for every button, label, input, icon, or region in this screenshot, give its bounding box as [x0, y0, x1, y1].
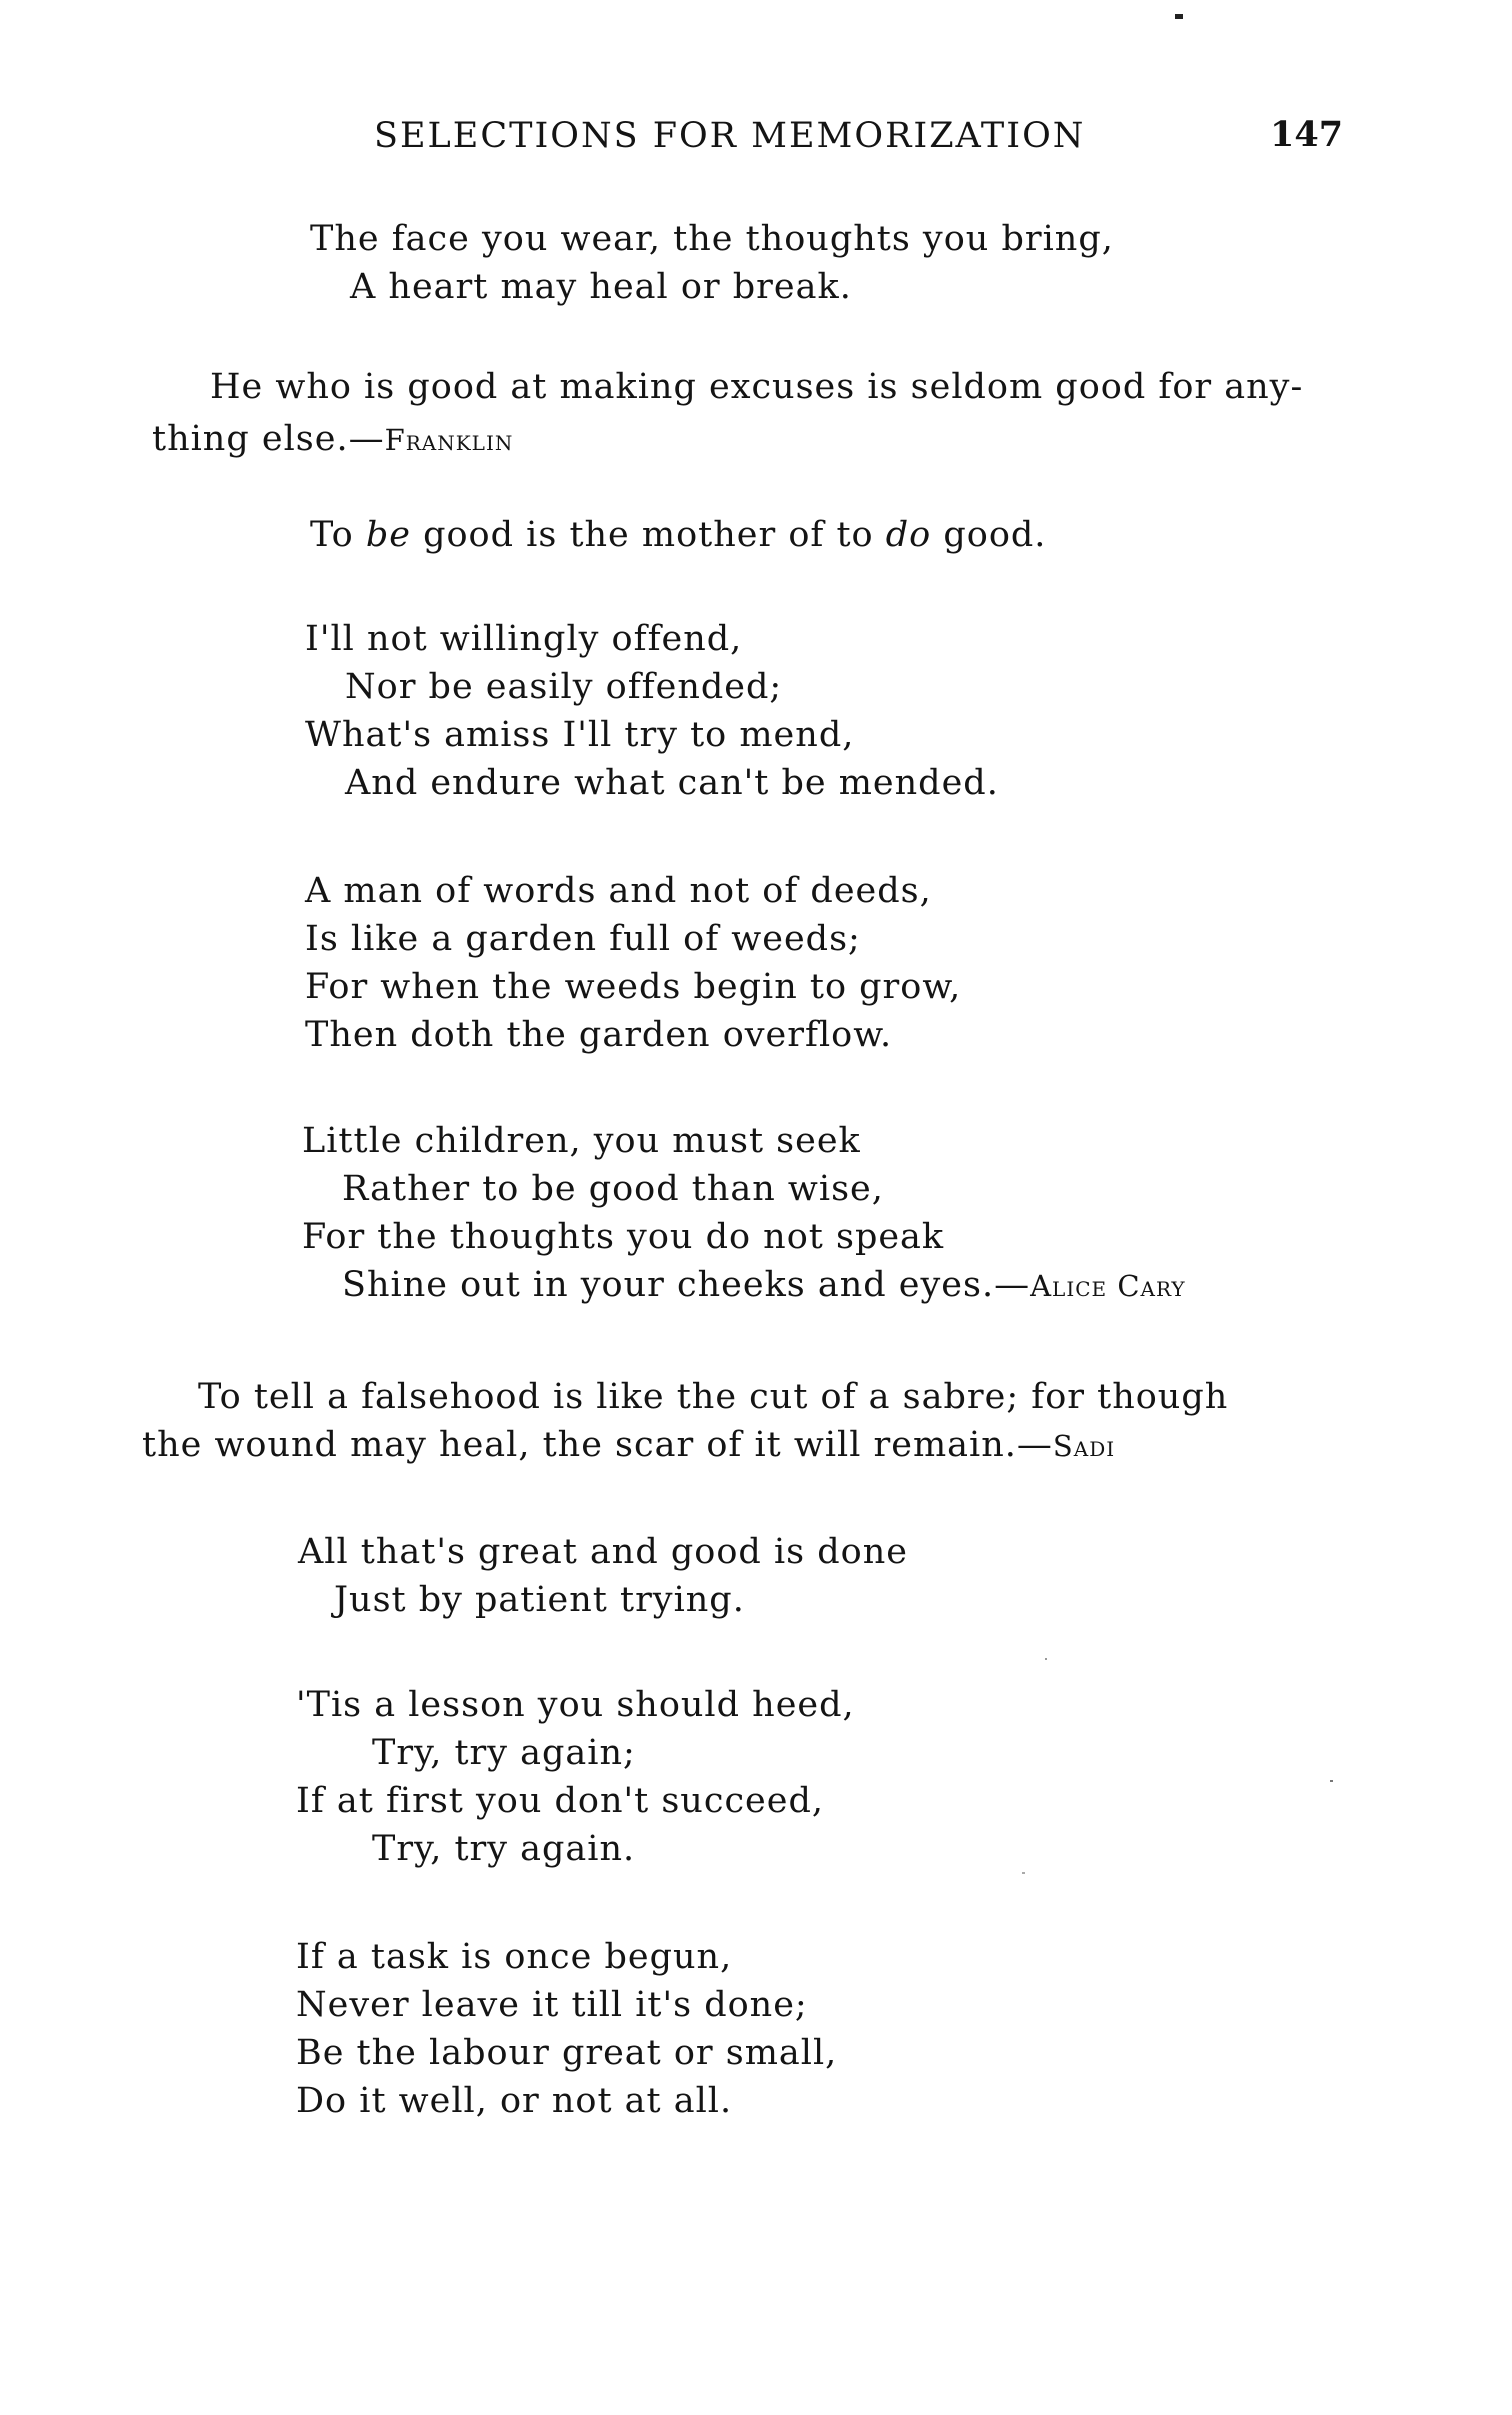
verse-line: The face you wear, the thoughts you bring,	[310, 219, 1114, 259]
prose-text: thing else.—	[152, 419, 385, 459]
verse-line: Do it well, or not at all.	[296, 2081, 733, 2121]
verse-line: If a task is once begun,	[296, 1937, 733, 1977]
verse-line: For the thoughts you do not speak	[302, 1217, 945, 1257]
verse-line: Try, try again.	[372, 1829, 636, 1869]
verse-line: Try, try again;	[372, 1733, 636, 1773]
prose-line: He who is good at making excuses is seldom good for any-	[210, 367, 1304, 407]
running-head: SELECTIONS FOR MEMORIZATION	[374, 116, 1086, 156]
text-segment: good is the mother of to	[410, 515, 886, 555]
attribution: Sadi	[1052, 1429, 1116, 1463]
verse-text: Shine out in your cheeks and eyes.—	[342, 1265, 1031, 1305]
page-number: 147	[1270, 114, 1344, 155]
italic-word: do	[885, 515, 932, 555]
verse-line	[342, 1265, 1186, 1305]
verse-line: If at first you don't succeed,	[296, 1781, 824, 1821]
verse-line: Little children, you must seek	[302, 1121, 861, 1161]
italic-word: be	[365, 515, 411, 555]
verse-line: 'Tis a lesson you should heed,	[296, 1685, 855, 1725]
verse-line: I'll not willingly offend,	[305, 619, 743, 659]
verse-line: A man of words and not of deeds,	[305, 871, 932, 911]
verse-line: For when the weeds begin to grow,	[305, 967, 962, 1007]
text-segment: good.	[931, 515, 1047, 555]
verse-line: A heart may heal or break.	[350, 267, 852, 307]
prose-text: the wound may heal, the scar of it will remain.—	[142, 1425, 1053, 1465]
verse-line: Just by patient trying.	[334, 1580, 745, 1620]
verse-line: Never leave it till it's done;	[296, 1985, 808, 2025]
ink-speck	[1022, 1872, 1025, 1874]
verse-line: And endure what can't be mended.	[345, 763, 999, 803]
prose-line	[152, 419, 514, 459]
attribution: Franklin	[384, 423, 514, 457]
verse-line: Is like a garden full of weeds;	[305, 919, 861, 959]
verse-line: Nor be easily offended;	[345, 667, 783, 707]
verse-line: Rather to be good than wise,	[342, 1169, 884, 1209]
prose-line	[142, 1425, 1116, 1465]
verse-line	[310, 515, 1047, 555]
prose-line: To tell a falsehood is like the cut of a sabre; for though	[198, 1377, 1229, 1417]
text-segment: To	[310, 515, 366, 555]
verse-line: What's amiss I'll try to mend,	[305, 715, 855, 755]
ink-speck	[1330, 1780, 1333, 1782]
ink-speck	[1175, 14, 1183, 19]
attribution: Alice Cary	[1030, 1269, 1186, 1303]
verse-line: All that's great and good is done	[298, 1532, 908, 1572]
verse-line: Then doth the garden overflow.	[305, 1015, 893, 1055]
ink-speck	[1045, 1658, 1047, 1660]
verse-line: Be the labour great or small,	[296, 2033, 838, 2073]
